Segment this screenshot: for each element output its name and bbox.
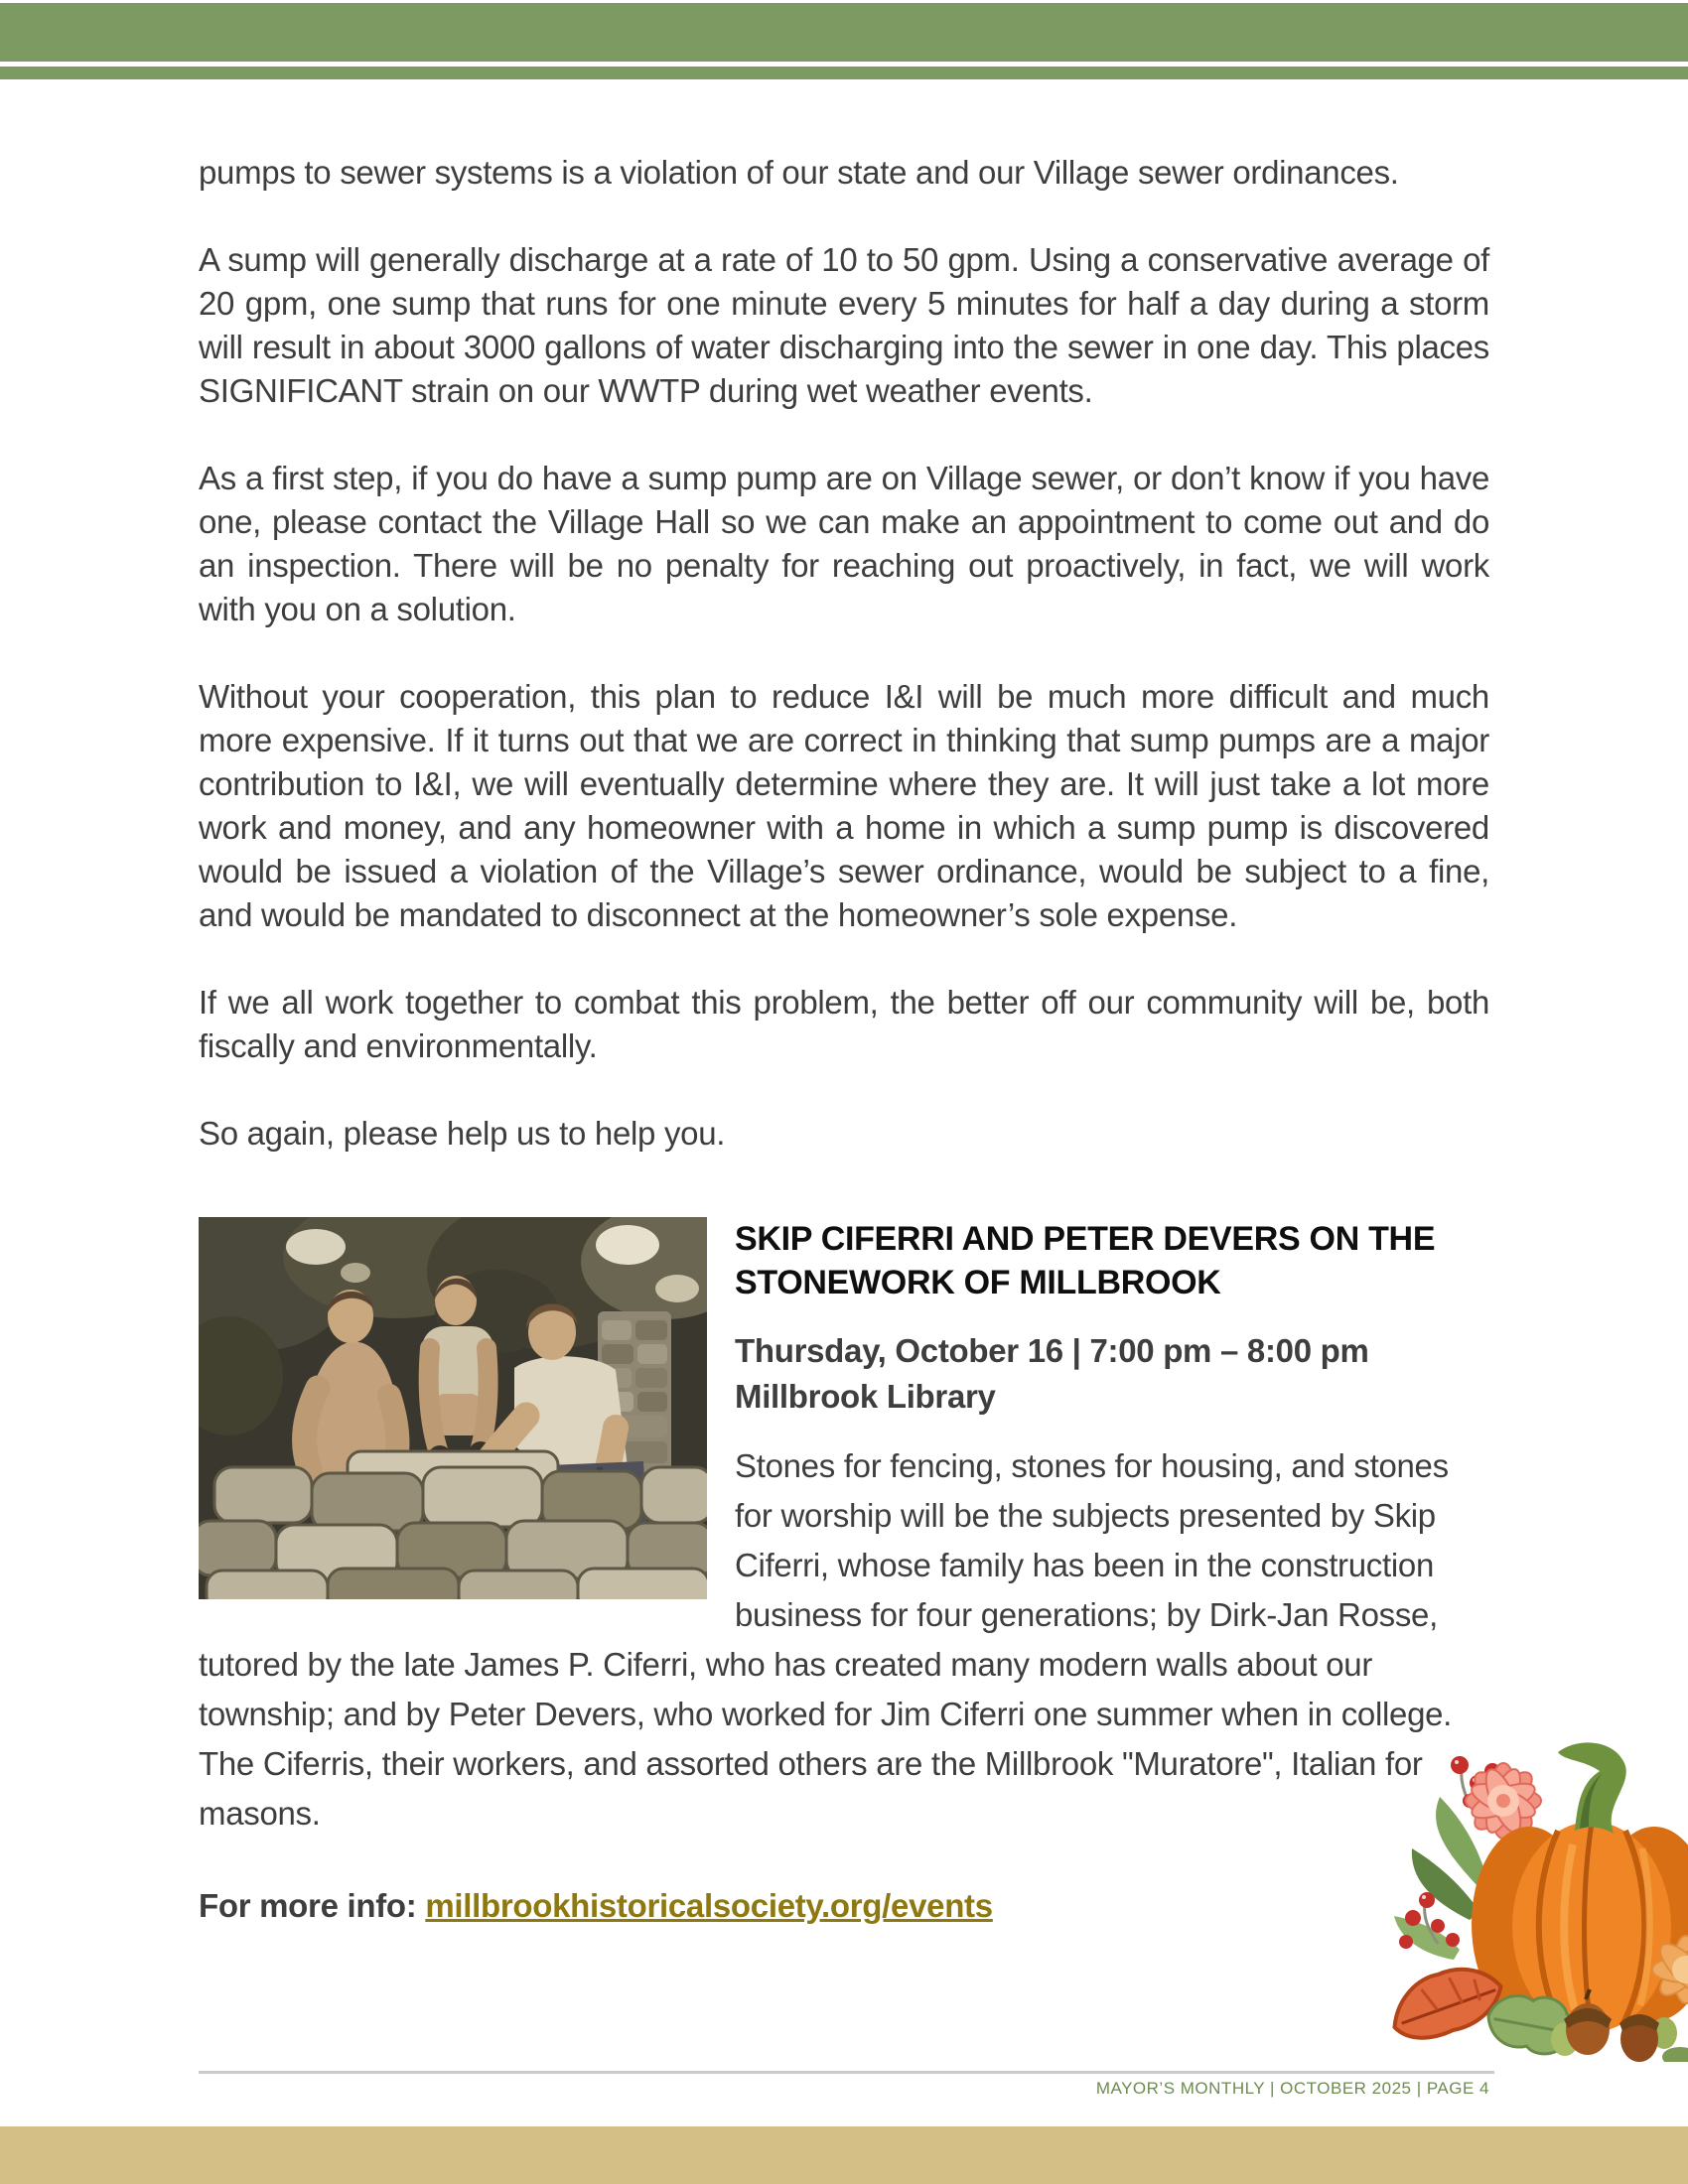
event-description: Stones for fencing, stones for housing, and stones for worship will be the subjects presented by Skip Ciferri, whose family has been in the construction business for four generations; by Dirk-Jan Rosse, tutored by the late James P. Ciferri, who has created many modern walls about our township; and by Peter Devers, who worked for Jim Ciferri one summer when in college. The Ciferris, their workers, and assorted others are the Millbrook "Muratore", Italian for masons. xyxy=(199,1447,1453,1832)
event-title: SKIP CIFERRI AND PETER DEVERS ON THE STONEWORK OF MILLBROOK xyxy=(735,1220,1436,1301)
more-info-link[interactable]: millbrookhistoricalsociety.org/events xyxy=(425,1887,993,1924)
event-date: Thursday, October 16 | 7:00 pm – 8:00 pm xyxy=(735,1332,1369,1369)
footer-text: MAYOR’S MONTHLY | OCTOBER 2025 | PAGE 4 xyxy=(1095,2079,1489,2098)
header-bar-thin xyxy=(0,67,1688,79)
more-info-label: For more info: xyxy=(199,1887,426,1924)
event-location: Millbrook Library xyxy=(735,1378,996,1415)
body-paragraph: If we all work together to combat this problem, the better off our community will be, both fiscally and environmentally. xyxy=(199,984,1489,1064)
body-paragraph: A sump will generally discharge at a rate of 10 to 50 gpm. Using a conservative average of 20 gpm, one sump that runs for one minute every 5 minutes for half a day during a storm will result in about 3000 gallons of water discharging into the sewer in one day. This places SIGNIFICANT strain on our WWTP during wet weather events. xyxy=(199,241,1489,409)
pumpkin-illustration xyxy=(1382,1729,1688,2062)
more-info-line xyxy=(199,1884,1489,1928)
body-paragraph: As a first step, if you do have a sump pump are on Village sewer, or don’t know if you have one, please contact the Village Hall so we can make an appointment to come out and do an inspection. There will be no penalty for reaching out proactively, in fact, we will work with you on a solution. xyxy=(199,460,1489,627)
body-paragraph: So again, please help us to help you. xyxy=(199,1115,726,1152)
header-bar-thick xyxy=(0,3,1688,62)
footer-bar xyxy=(0,2126,1688,2184)
body-paragraph: Without your cooperation, this plan to reduce I&I will be much more difficult and much more expensive. If it turns out that we are correct in thinking that sump pumps are a major contribution to I&I, we will eventually determine where they are. It will just take a lot more work and money, and any homeowner with a home in which a sump pump is discovered would be issued a violation of the Village’s sewer ordinance, would be subject to a fine, and would be mandated to disconnect at the homeowner’s sole expense. xyxy=(199,678,1489,933)
event-section xyxy=(199,1217,1489,1928)
stonework-photo xyxy=(199,1217,707,1599)
content-column xyxy=(199,151,1489,1928)
body-paragraph: pumps to sewer systems is a violation of our state and our Village sewer ordinances. xyxy=(199,154,1399,191)
footer-divider xyxy=(199,2071,1494,2074)
